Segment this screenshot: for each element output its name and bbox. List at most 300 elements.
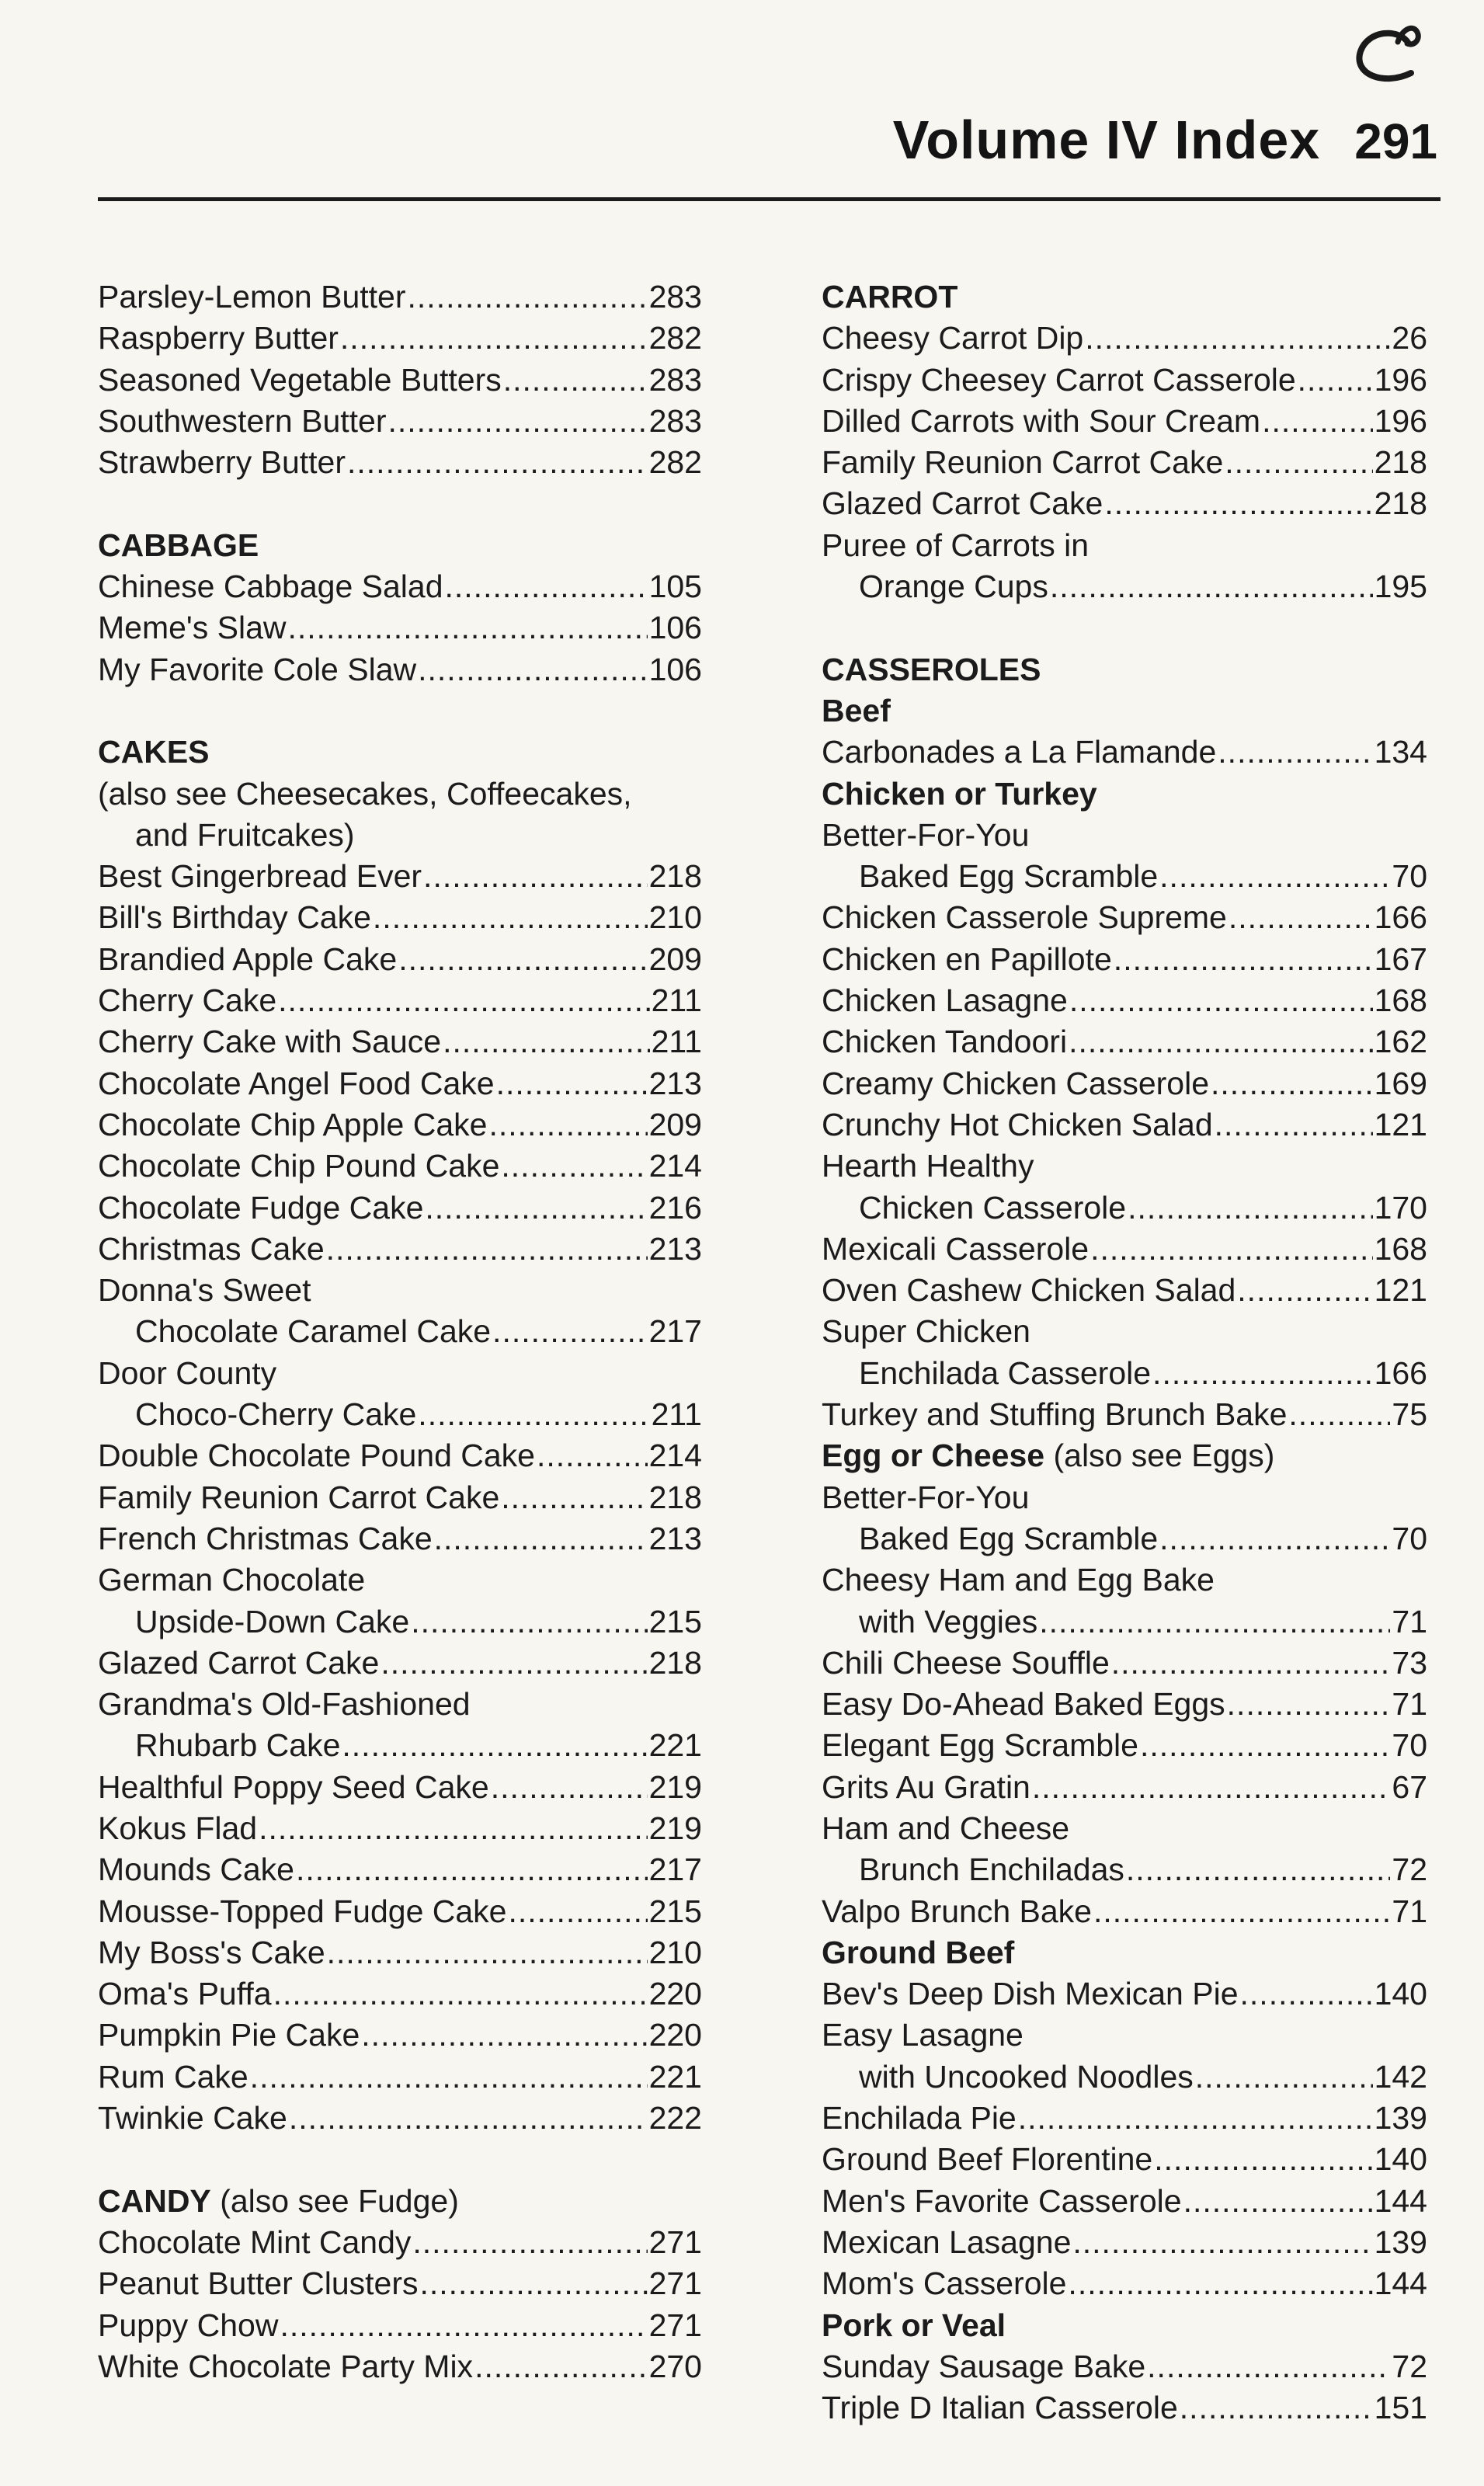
dot-leader	[418, 649, 647, 690]
dot-leader	[1237, 1270, 1372, 1311]
dot-leader	[327, 1932, 648, 1973]
index-entry	[98, 360, 702, 401]
index-entry	[822, 1518, 1427, 1559]
index-entry	[98, 1643, 702, 1684]
dot-leader	[1218, 732, 1372, 773]
entry-page-number: 72	[1392, 2348, 1427, 2384]
entry-name: Rum Cake	[98, 2058, 248, 2095]
index-entry	[822, 856, 1427, 897]
entry-page-number: 196	[1374, 361, 1427, 398]
entry-page-number: 283	[648, 279, 702, 315]
dot-leader	[388, 401, 647, 442]
index-subheading-text: Cheesy Ham and Egg Bake	[822, 1562, 1215, 1598]
index-entry	[98, 1973, 702, 2015]
dot-leader	[1195, 2057, 1373, 2098]
entry-name: with Uncooked Noodles	[859, 2058, 1194, 2095]
entry-name: Chocolate Fudge Cake	[98, 1189, 424, 1226]
entry-page-number: 195	[1374, 568, 1427, 605]
dot-leader	[1227, 1684, 1391, 1725]
index-entry	[822, 1684, 1427, 1725]
entry-page-number: 170	[1374, 1189, 1427, 1226]
index-entry	[98, 1518, 702, 1559]
entry-name: Brandied Apple Cake	[98, 941, 398, 977]
index-entry	[822, 360, 1427, 401]
entry-name: Valpo Brunch Bake	[822, 1893, 1092, 1929]
index-heading: Pork or Veal	[822, 2307, 1006, 2343]
dot-leader	[1180, 2387, 1373, 2429]
entry-page-number: 271	[648, 2223, 702, 2260]
entry-name: Oma's Puffa	[98, 1976, 272, 2012]
dot-leader	[1240, 1973, 1373, 2015]
dot-leader	[1154, 2139, 1372, 2180]
entry-name: Crispy Cheesey Carrot Casserole	[822, 361, 1296, 398]
entry-name: Kokus Flad	[98, 1810, 258, 1846]
entry-name: My Boss's Cake	[98, 1934, 325, 1970]
dot-leader	[474, 2346, 648, 2387]
entry-page-number: 282	[648, 444, 702, 481]
entry-page-number: 196	[1374, 402, 1427, 439]
section-gap	[98, 483, 702, 524]
dot-leader	[501, 1477, 647, 1518]
dot-leader	[1159, 1518, 1390, 1559]
index-entry	[98, 1601, 702, 1643]
index-entry	[98, 1808, 702, 1849]
index-subheading-text: Ham and Cheese	[822, 1810, 1070, 1846]
dot-leader	[503, 360, 648, 401]
entry-page-number: 271	[648, 2307, 702, 2343]
dot-leader	[1147, 2346, 1390, 2387]
entry-name: Pumpkin Pie Cake	[98, 2017, 360, 2053]
dot-leader	[1140, 1725, 1390, 1766]
entry-name: Baked Egg Scramble	[859, 1520, 1159, 1556]
entry-page-number: 220	[648, 2017, 702, 2053]
entry-name: Oven Cashew Chicken Salad	[822, 1272, 1236, 1309]
entry-name: Chicken Tandoori	[822, 1024, 1068, 1060]
index-entry	[822, 1353, 1427, 1394]
entry-name: Sunday Sausage Bake	[822, 2348, 1146, 2384]
entry-name: Chicken Lasagne	[822, 982, 1068, 1019]
entry-page-number: 220	[648, 1976, 702, 2012]
entry-name: Choco-Cherry Cake	[135, 1396, 417, 1433]
entry-name: Rhubarb Cake	[135, 1727, 341, 1764]
entry-name: Southwestern Butter	[98, 402, 387, 439]
entry-name: Raspberry Butter	[98, 320, 339, 356]
entry-page-number: 73	[1392, 1644, 1427, 1681]
dot-leader	[1085, 318, 1390, 359]
entry-page-number: 140	[1374, 2141, 1427, 2178]
entry-name: Dilled Carrots with Sour Cream	[822, 402, 1261, 439]
entry-name: Puppy Chow	[98, 2307, 279, 2343]
entry-name: Chocolate Chip Apple Cake	[98, 1106, 488, 1142]
dot-leader	[418, 1394, 649, 1435]
entry-page-number: 210	[648, 1934, 702, 1970]
index-entry	[822, 2263, 1427, 2304]
left-index-column	[98, 276, 702, 2387]
entry-page-number: 219	[648, 1810, 702, 1846]
entry-page-number: 169	[1374, 1065, 1427, 1101]
index-entry	[822, 2387, 1427, 2429]
dot-leader	[1152, 1353, 1373, 1394]
dot-leader	[508, 1891, 647, 1932]
index-entry	[822, 2222, 1427, 2263]
entry-name: Family Reunion Carrot Cake	[98, 1479, 500, 1515]
entry-page-number: 215	[648, 1603, 702, 1639]
dot-leader	[423, 856, 648, 897]
index-entry	[822, 1063, 1427, 1104]
index-entry	[822, 1270, 1427, 1311]
index-entry	[98, 856, 702, 897]
index-heading: CANDY	[98, 2182, 211, 2219]
dot-leader	[1215, 1104, 1373, 1146]
entry-name: My Favorite Cole Slaw	[98, 651, 417, 687]
index-entry	[98, 1146, 702, 1187]
index-entry	[98, 1932, 702, 1973]
entry-page-number: 166	[1374, 899, 1427, 936]
entry-name: Bev's Deep Dish Mexican Pie	[822, 1976, 1239, 2012]
entry-page-number: 67	[1392, 1768, 1427, 1805]
see-also-note: (also see Eggs)	[1044, 1438, 1275, 1474]
index-entry	[98, 1891, 702, 1932]
index-entry	[98, 1187, 702, 1229]
index-entry	[98, 1021, 702, 1062]
entry-name: French Christmas Cake	[98, 1520, 433, 1556]
c-swirl-logo-icon	[1337, 12, 1430, 98]
entry-page-number: 211	[651, 1024, 702, 1060]
index-entry	[822, 1187, 1427, 1229]
dot-leader	[1111, 1643, 1391, 1684]
entry-name: Christmas Cake	[98, 1230, 325, 1267]
dot-leader	[326, 1229, 648, 1270]
index-heading: CABBAGE	[98, 527, 259, 563]
index-entry	[98, 897, 702, 938]
entry-page-number: 221	[648, 2058, 702, 2095]
entry-name: Mounds Cake	[98, 1851, 294, 1888]
entry-name: Cherry Cake	[98, 982, 277, 1019]
dot-leader	[501, 1146, 647, 1187]
index-entry	[98, 1849, 702, 1890]
entry-page-number: 71	[1392, 1603, 1427, 1639]
entry-page-number: 221	[648, 1727, 702, 1764]
entry-name: Enchilada Casserole	[859, 1354, 1152, 1391]
index-entry	[822, 732, 1427, 773]
index-entry	[98, 1767, 702, 1808]
entry-name: Chocolate Angel Food Cake	[98, 1065, 495, 1101]
entry-name: Upside-Down Cake	[135, 1603, 410, 1639]
index-entry	[822, 1021, 1427, 1062]
entry-name: White Chocolate Party Mix	[98, 2348, 474, 2384]
index-subheading-text: Grandma's Old-Fashioned	[98, 1686, 471, 1723]
entry-name: Chocolate Chip Pound Cake	[98, 1148, 500, 1184]
entry-name: Crunchy Hot Chicken Salad	[822, 1106, 1213, 1142]
index-heading: Beef	[822, 692, 891, 728]
entry-page-number: 209	[648, 1106, 702, 1142]
index-entry	[822, 1229, 1427, 1270]
entry-page-number: 106	[648, 610, 702, 646]
dot-leader	[1262, 401, 1373, 442]
dot-leader	[1114, 939, 1373, 980]
entry-name: Glazed Carrot Cake	[98, 1644, 380, 1681]
entry-name: Creamy Chicken Casserole	[822, 1065, 1210, 1101]
entry-page-number: 218	[648, 1644, 702, 1681]
dot-leader	[373, 897, 648, 938]
entry-name: Brunch Enchiladas	[859, 1851, 1124, 1888]
index-entry	[822, 980, 1427, 1021]
entry-name: Cherry Cake with Sauce	[98, 1024, 442, 1060]
dot-leader	[1032, 1767, 1391, 1808]
entry-page-number: 72	[1392, 1851, 1427, 1888]
entry-page-number: 26	[1392, 320, 1427, 356]
dot-leader	[259, 1808, 647, 1849]
index-entry	[98, 2015, 702, 2056]
right-index-column	[822, 276, 1427, 2429]
index-subheading-text: Hearth Healthy	[822, 1148, 1034, 1184]
index-subheading-text: Better-For-You	[822, 816, 1030, 853]
entry-page-number: 144	[1374, 2265, 1427, 2302]
dot-leader	[1104, 483, 1372, 524]
entry-name: Chocolate Mint Candy	[98, 2223, 412, 2260]
entry-page-number: 213	[648, 1065, 702, 1101]
index-entry	[98, 1063, 702, 1104]
entry-name: Ground Beef Florentine	[822, 2141, 1153, 2178]
index-entry	[822, 939, 1427, 980]
entry-name: Chocolate Caramel Cake	[135, 1313, 492, 1350]
index-entry	[98, 442, 702, 483]
index-entry	[98, 318, 702, 359]
entry-page-number: 209	[648, 941, 702, 977]
entry-page-number: 222	[648, 2100, 702, 2137]
entry-name: Healthful Poppy Seed Cake	[98, 1768, 489, 1805]
dot-leader	[411, 1601, 647, 1643]
index-subheading-text: German Chocolate	[98, 1562, 366, 1598]
dot-leader	[1298, 360, 1373, 401]
entry-name: Mousse-Topped Fudge Cake	[98, 1893, 507, 1929]
entry-name: Mexican Lasagne	[822, 2223, 1072, 2260]
entry-page-number: 121	[1374, 1272, 1427, 1309]
index-entry	[822, 2098, 1427, 2139]
entry-page-number: 70	[1392, 1727, 1427, 1764]
entry-page-number: 151	[1374, 2390, 1427, 2426]
dot-leader	[398, 939, 647, 980]
index-heading: CAKES	[98, 734, 210, 770]
index-heading-with-note	[822, 1435, 1427, 1476]
entry-page-number: 213	[648, 1230, 702, 1267]
entry-page-number: 270	[648, 2348, 702, 2384]
index-entry	[822, 1849, 1427, 1890]
dot-leader	[1068, 2263, 1372, 2304]
entry-page-number: 168	[1374, 982, 1427, 1019]
entry-name: Family Reunion Carrot Cake	[822, 444, 1224, 481]
index-entry	[98, 607, 702, 648]
dot-leader	[296, 1849, 648, 1890]
index-subheading-text: Puree of Carrots in	[822, 527, 1090, 563]
index-entry	[98, 1394, 702, 1435]
entry-name: Meme's Slaw	[98, 610, 287, 646]
entry-page-number: 218	[648, 858, 702, 895]
index-entry	[98, 1477, 702, 1518]
entry-page-number: 168	[1374, 1230, 1427, 1267]
page-title: Volume IV Index	[892, 110, 1321, 170]
index-entry	[822, 1973, 1427, 2015]
entry-page-number: 144	[1374, 2182, 1427, 2219]
entry-page-number: 70	[1392, 858, 1427, 895]
entry-page-number: 106	[648, 651, 702, 687]
dot-leader	[289, 2098, 648, 2139]
index-entry	[822, 401, 1427, 442]
dot-leader	[537, 1435, 648, 1476]
entry-page-number: 218	[1374, 444, 1427, 481]
entry-name: Peanut Butter Clusters	[98, 2265, 419, 2302]
entry-name: Chicken Casserole	[859, 1189, 1127, 1226]
entry-page-number: 142	[1374, 2058, 1427, 2095]
index-entry	[98, 401, 702, 442]
entry-page-number: 211	[651, 1396, 702, 1433]
entry-page-number: 211	[651, 982, 702, 1019]
index-entry	[98, 980, 702, 1021]
entry-name: Cheesy Carrot Dip	[822, 320, 1084, 356]
index-entry	[98, 276, 702, 318]
dot-leader	[1018, 2098, 1373, 2139]
entry-page-number: 282	[648, 320, 702, 356]
entry-name: Parsley-Lemon Butter	[98, 279, 406, 315]
dot-leader	[1050, 566, 1373, 607]
index-entry	[822, 2139, 1427, 2180]
entry-name: Seasoned Vegetable Butters	[98, 361, 502, 398]
entry-page-number: 283	[648, 402, 702, 439]
entry-name: Triple D Italian Casserole	[822, 2390, 1178, 2426]
index-heading: CARROT	[822, 279, 958, 315]
index-subheading-text: Better-For-You	[822, 1479, 1030, 1515]
entry-page-number: 217	[648, 1313, 702, 1350]
entry-name: Grits Au Gratin	[822, 1768, 1030, 1805]
dot-leader	[1093, 1891, 1390, 1932]
index-entry	[98, 1435, 702, 1476]
index-entry	[98, 2305, 702, 2346]
entry-page-number: 216	[648, 1189, 702, 1226]
entry-page-number: 214	[648, 1148, 702, 1184]
section-gap	[822, 607, 1427, 648]
entry-name: with Veggies	[859, 1603, 1038, 1639]
index-entry	[822, 1891, 1427, 1932]
entry-name: Double Chocolate Pound Cake	[98, 1438, 535, 1474]
entry-page-number: 217	[648, 1851, 702, 1888]
index-entry	[822, 483, 1427, 524]
index-entry	[98, 1229, 702, 1270]
entry-page-number: 71	[1392, 1893, 1427, 1929]
entry-page-number: 283	[648, 361, 702, 398]
entry-name: Chinese Cabbage Salad	[98, 568, 443, 605]
dot-leader	[273, 1973, 648, 2015]
index-entry	[98, 2057, 702, 2098]
dot-leader	[445, 566, 648, 607]
index-entry	[822, 1394, 1427, 1435]
entry-page-number: 140	[1374, 1976, 1427, 2012]
entry-name: Baked Egg Scramble	[859, 858, 1159, 895]
dot-leader	[1128, 1187, 1372, 1229]
entry-name: Bill's Birthday Cake	[98, 899, 371, 936]
page-header	[893, 109, 1437, 171]
dot-leader	[1183, 2181, 1373, 2222]
entry-name: Strawberry Butter	[98, 444, 346, 481]
index-entry	[98, 1311, 702, 1352]
dot-leader	[1159, 856, 1390, 897]
entry-page-number: 215	[648, 1893, 702, 1929]
index-entry	[98, 649, 702, 690]
entry-page-number: 271	[648, 2265, 702, 2302]
index-heading: CASSEROLES	[822, 651, 1041, 687]
index-subheading-text: Easy Lasagne	[822, 2017, 1024, 2053]
header-rule	[98, 197, 1441, 201]
entry-page-number: 166	[1374, 1354, 1427, 1391]
dot-leader	[342, 1725, 647, 1766]
index-heading-with-note	[98, 2181, 702, 2222]
dot-leader	[1211, 1063, 1373, 1104]
entry-name: Elegant Egg Scramble	[822, 1727, 1138, 1764]
entry-page-number: 162	[1374, 1024, 1427, 1060]
index-entry	[822, 2057, 1427, 2098]
dot-leader	[425, 1187, 647, 1229]
entry-page-number: 75	[1392, 1396, 1427, 1433]
index-subheading-text: and Fruitcakes)	[135, 816, 355, 853]
index-entry	[822, 1601, 1427, 1643]
dot-leader	[1072, 2222, 1372, 2263]
entry-page-number: 139	[1374, 2100, 1427, 2137]
dot-leader	[492, 1311, 648, 1352]
dot-leader	[491, 1767, 648, 1808]
entry-name: Chili Cheese Souffle	[822, 1644, 1110, 1681]
entry-page-number: 210	[648, 899, 702, 936]
entry-name: Enchilada Pie	[822, 2100, 1017, 2137]
entry-page-number: 213	[648, 1520, 702, 1556]
index-entry	[98, 2098, 702, 2139]
index-entry	[822, 566, 1427, 607]
entry-page-number: 134	[1374, 734, 1427, 770]
index-entry	[822, 1104, 1427, 1146]
entry-page-number: 218	[648, 1479, 702, 1515]
dot-leader	[419, 2263, 647, 2304]
index-entry	[822, 318, 1427, 359]
entry-page-number: 70	[1392, 1520, 1427, 1556]
entry-name: Chicken Casserole Supreme	[822, 899, 1227, 936]
index-entry	[98, 566, 702, 607]
dot-leader	[1126, 1849, 1391, 1890]
entry-name: Men's Favorite Casserole	[822, 2182, 1182, 2219]
see-also-note: (also see Fudge)	[210, 2182, 459, 2219]
page-number: 291	[1354, 113, 1437, 169]
dot-leader	[412, 2222, 647, 2263]
index-entry	[822, 2346, 1427, 2387]
index-entry	[98, 1104, 702, 1146]
entry-name: Mexicali Casserole	[822, 1230, 1090, 1267]
dot-leader	[434, 1518, 648, 1559]
dot-leader	[1225, 442, 1372, 483]
dot-leader	[408, 276, 648, 318]
index-heading: Egg or Cheese	[822, 1438, 1045, 1474]
entry-page-number: 219	[648, 1768, 702, 1805]
index-entry	[98, 1725, 702, 1766]
entry-name: Carbonades a La Flamande	[822, 734, 1217, 770]
dot-leader	[340, 318, 648, 359]
index-heading: Chicken or Turkey	[822, 775, 1097, 812]
dot-leader	[1039, 1601, 1390, 1643]
section-gap	[98, 2139, 702, 2180]
dot-leader	[280, 2305, 647, 2346]
dot-leader	[1288, 1394, 1390, 1435]
index-subheading-text: (also see Cheesecakes, Coffeecakes,	[98, 775, 632, 812]
entry-page-number: 105	[648, 568, 702, 605]
dot-leader	[1069, 1021, 1373, 1062]
entry-page-number: 121	[1374, 1106, 1427, 1142]
dot-leader	[361, 2015, 647, 2056]
